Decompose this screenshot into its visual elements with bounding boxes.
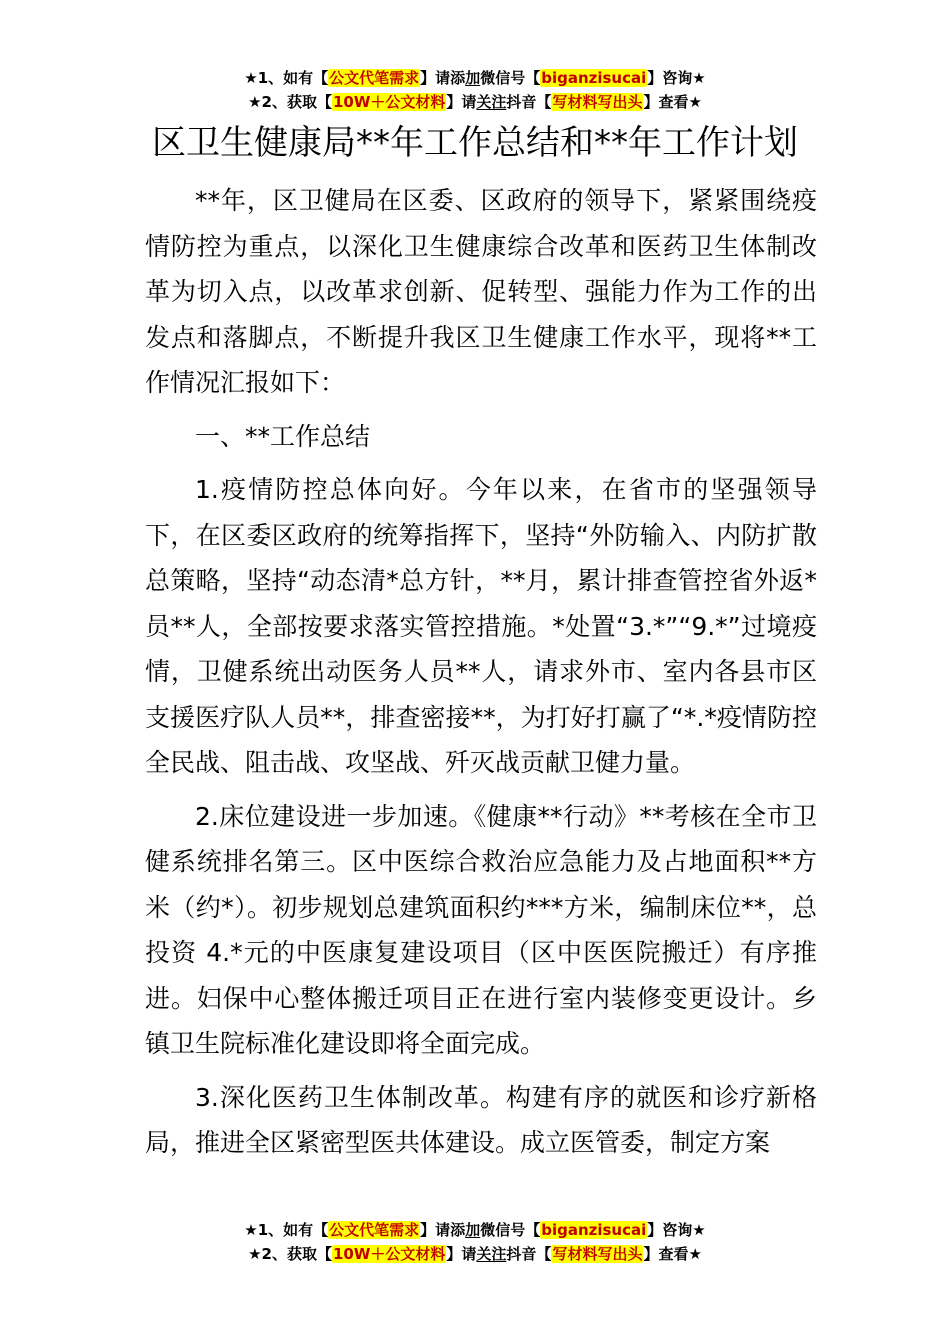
- promo-underline: 加: [465, 69, 481, 87]
- promo-text: ★1、如有【: [244, 1221, 329, 1239]
- promo-banner-top: [0, 66, 950, 114]
- promo-line-1: [0, 66, 950, 90]
- promo-line-2: [0, 1242, 950, 1266]
- promo-highlight: 10W＋公文材料: [332, 93, 446, 111]
- promo-highlight: biganzisucai: [541, 69, 647, 87]
- promo-text: 】咨询★: [647, 69, 706, 87]
- promo-banner-bottom: [0, 1218, 950, 1266]
- promo-text: 抖音【: [506, 93, 552, 111]
- promo-text: ★2、获取【: [248, 1245, 332, 1263]
- promo-text: 】查看★: [643, 93, 702, 111]
- promo-highlight: 10W＋公文材料: [332, 1245, 446, 1263]
- promo-text: 】请添: [420, 69, 466, 87]
- section-heading: 一、**工作总结: [195, 421, 371, 451]
- promo-text: 】请: [446, 1245, 477, 1263]
- paragraph-epidemic: 1.疫情防控总体向好。今年以来，在省市的坚强领导下，在区委区政府的统筹指挥下，坚持“外防输入、内防扩散总策略，坚持“动态清*总方针，**月，累计排查管控省外返*员**人，全部按要求落实管控措施。*处置“3.*”“9.*”过境疫情，卫健系统出动医务人员**人，请求外市、室内各县市区支援医疗队人员**，排查密接**，为打好打赢了“*.*疫情防控全民战、阻击战、攻坚战、歼灭战贡献卫健力量。: [145, 475, 817, 777]
- document-title: 区卫生健康局**年工作总结和**年工作计划: [152, 123, 798, 163]
- promo-highlight: biganzisucai: [541, 1221, 647, 1239]
- promo-text: ★1、如有【: [244, 69, 329, 87]
- paragraph-beds: 2.床位建设进一步加速。《健康**行动》**考核在全市卫健系统排名第三。区中医综合救治应急能力及占地面积**方米（约*）。初步规划总建筑面积约***方米，编制床位**，总投资 4.*元的中医康复建设项目（区中医医院搬迁）有序推进。妇保中心整体搬迁项目正在进行室内装修变更设计。乡镇卫生院标准化建设即将全面完成。: [145, 801, 817, 1058]
- document-body: [145, 178, 817, 1174]
- promo-text: 】请: [446, 93, 477, 111]
- promo-text: 抖音【: [506, 1245, 552, 1263]
- promo-text: 】咨询★: [647, 1221, 706, 1239]
- paragraph-reform: 3.深化医药卫生体制改革。构建有序的就医和诊疗新格局，推进全区紧密型医共体建设。成立医管委，制定方案: [145, 1082, 817, 1157]
- promo-text: 微信号【: [480, 1221, 541, 1239]
- promo-underline: 加: [465, 1221, 481, 1239]
- promo-highlight: 写材料写出头: [552, 1245, 643, 1263]
- paragraph-intro: **年，区卫健局在区委、区政府的领导下，紧紧围绕疫情防控为重点，以深化卫生健康综合改革和医药卫生体制改革为切入点，以改革求创新、促转型、强能力作为工作的出发点和落脚点，不断提升我区卫生健康工作水平，现将**工作情况汇报如下：: [145, 186, 817, 397]
- promo-text: ★2、获取【: [248, 93, 332, 111]
- promo-line-2: [0, 90, 950, 114]
- promo-line-1: [0, 1218, 950, 1242]
- promo-text: 微信号【: [480, 69, 541, 87]
- promo-underline: 关注: [476, 93, 507, 111]
- promo-text: 】查看★: [643, 1245, 702, 1263]
- promo-underline: 关注: [476, 1245, 507, 1263]
- promo-text: 】请添: [420, 1221, 466, 1239]
- promo-highlight: 公文代笔需求: [329, 1221, 420, 1239]
- promo-highlight: 公文代笔需求: [329, 69, 420, 87]
- promo-highlight: 写材料写出头: [552, 93, 643, 111]
